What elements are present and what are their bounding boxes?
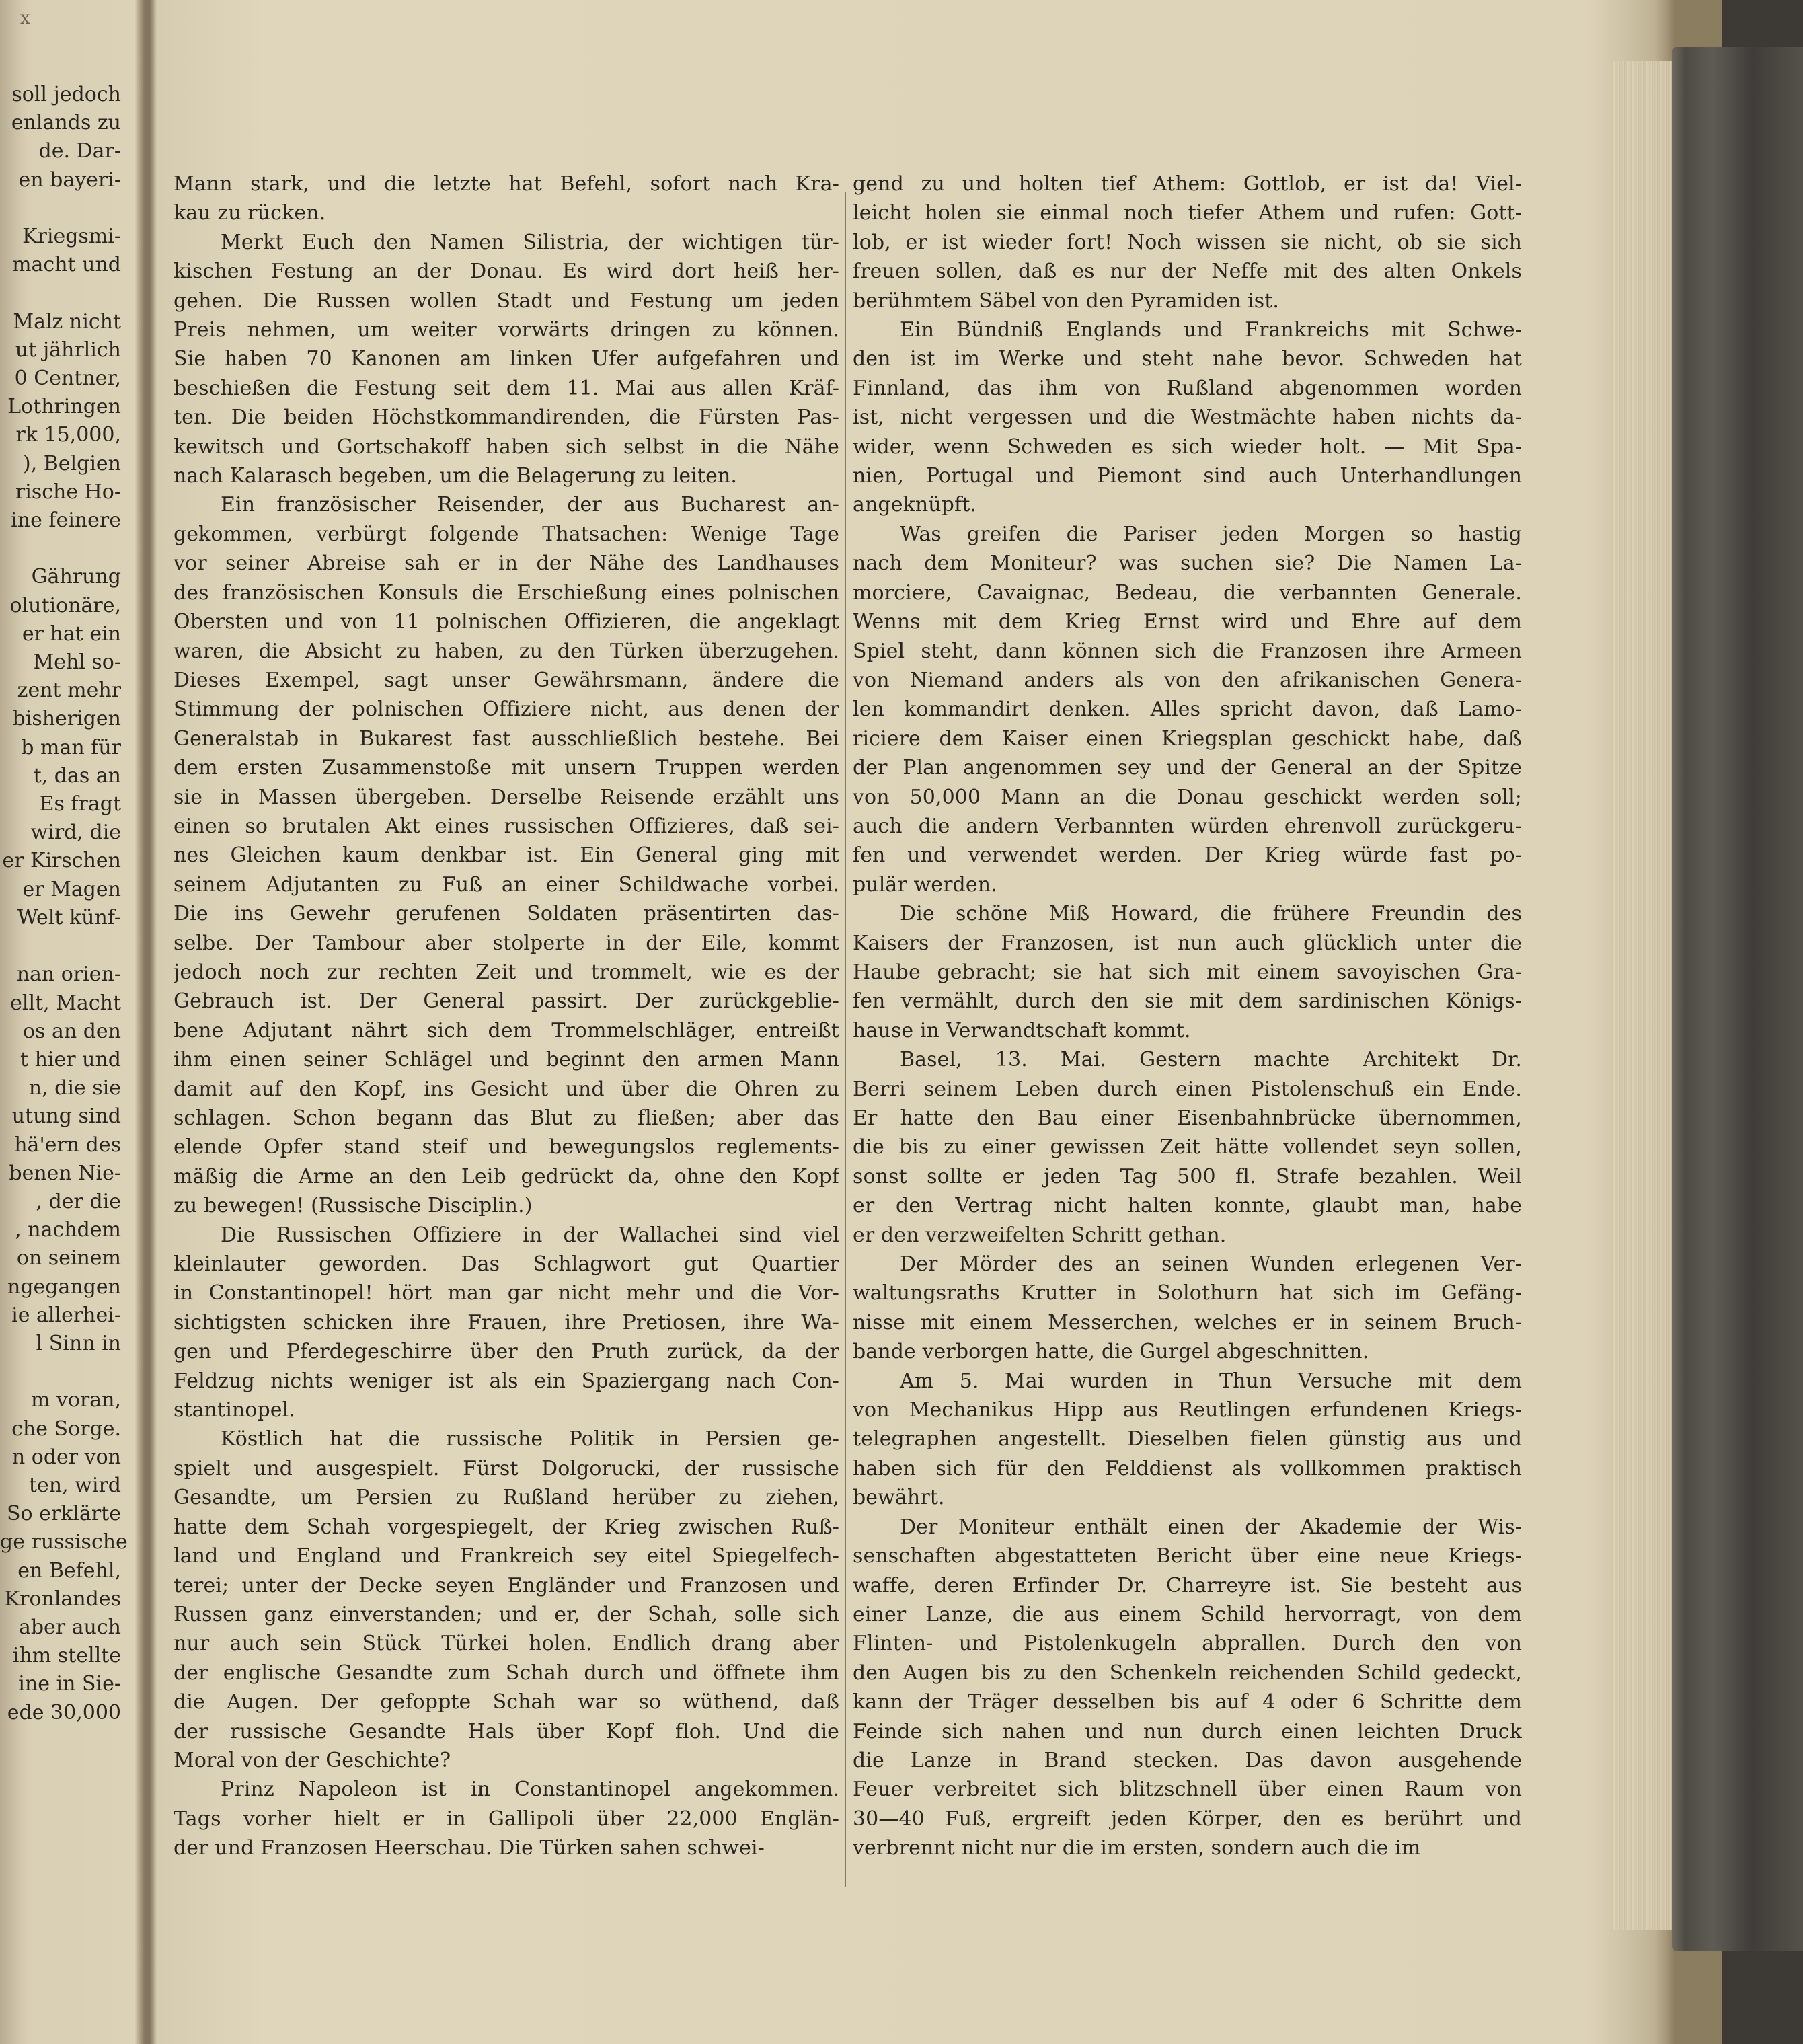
article-line: telegraphen angestellt. Dieselben fielen günstig aus und	[853, 1427, 1522, 1451]
prev-page-line: Mehl so-	[33, 650, 121, 675]
article-line: Feuer verbreitet sich blitzschnell über einen Raum von	[853, 1778, 1522, 1802]
prev-page-line: rk 15,000,	[15, 423, 121, 447]
article-line: Mann stark, und die letzte hat Befehl, sofort nach Kra-	[174, 172, 839, 196]
article-line: lob, er ist wieder fort! Noch wissen sie nicht, ob sie sich	[853, 230, 1522, 254]
prev-page-line: wird, die	[30, 821, 121, 845]
article-line: Gebrauch ist. Der General passirt. Der zurückgeblie-	[174, 989, 839, 1014]
article-line: kewitsch und Gortschakoff haben sich selbst in die Nähe	[174, 434, 839, 459]
article-line: terei; unter der Decke seyen Engländer und Franzosen und	[174, 1573, 839, 1597]
article-line: bande verborgen hatte, die Gurgel abgeschnitten.	[853, 1340, 1369, 1364]
prev-page-line	[0, 932, 129, 960]
article-line: gehen. Die Russen wollen Stadt und Festung um jeden	[174, 289, 839, 313]
article-line: nien, Portugal und Piemont sind auch Unterhandlungen	[853, 464, 1522, 488]
article-line: waren, die Absicht zu haben, zu den Türken überzugehen.	[174, 639, 839, 663]
prev-page-line: bisherigen	[12, 707, 121, 731]
prev-page-line: en bayeri-	[18, 167, 121, 192]
prev-page-line: ine in Sie-	[18, 1672, 121, 1696]
article-line: Er hatte den Bau einer Eisenbahnbrücke übernommen,	[853, 1106, 1522, 1130]
article-line: von Niemand anders als von den afrikanischen Genera-	[853, 668, 1522, 692]
prev-page-line: l Sinn in	[36, 1331, 121, 1355]
prev-page-line	[0, 535, 129, 563]
article-line: nur auch sein Stück Türkei holen. Endlich drang aber	[174, 1632, 839, 1656]
article-line: Stimmung der polnischen Offiziere nicht, aus denen der	[174, 697, 839, 722]
prev-page-line: n, die sie	[28, 1076, 121, 1100]
article-line: senschaften abgestatteten Bericht über eine neue Kriegs-	[853, 1544, 1522, 1568]
prev-page-line: benen Nie-	[9, 1161, 121, 1185]
prev-page-line: ge russische	[0, 1530, 128, 1554]
prev-page-line: er Kirschen	[2, 849, 121, 873]
article-line: ihm einen seiner Schlägel und beginnt den armen Mann	[174, 1048, 839, 1072]
article-line: waltungsraths Krutter in Solothurn hat sich im Gefäng-	[853, 1281, 1522, 1305]
prev-page-line: t hier und	[20, 1047, 121, 1071]
article-line: gen und Pferdegeschirre über den Pruth zurück, da der	[174, 1340, 839, 1364]
article-line: angeknüpft.	[853, 493, 976, 517]
prev-page-line: hä'ern des	[14, 1133, 121, 1157]
article-line: mäßig die Arme an den Leib gedrückt da, ohne den Kopf	[174, 1164, 839, 1188]
article-line: Finnland, das ihm von Rußland abgenommen worden	[853, 376, 1522, 400]
article-line: Spiel steht, dann können sich die Franzosen ihre Armeen	[853, 639, 1522, 663]
prev-page-line: Lothringen	[7, 395, 121, 419]
article-line: nach Kalarasch begeben, um die Belagerung zu leiten.	[174, 464, 738, 488]
article-line: die bis zu einer gewissen Zeit hätte vollendet seyn sollen,	[853, 1135, 1522, 1160]
article-line: 30—40 Fuß, ergreift jeden Körper, den es berührt und	[853, 1807, 1522, 1831]
corner-mark: x	[20, 8, 30, 28]
prev-page-line: m voran,	[30, 1388, 121, 1412]
article-line: von 50,000 Mann an die Donau geschickt werden soll;	[853, 785, 1522, 809]
article-line: gend zu und holten tief Athem: Gottlob, er ist da! Viel-	[853, 172, 1522, 196]
article-line: Am 5. Mai wurden in Thun Versuche mit dem	[900, 1369, 1522, 1393]
article-line: Ein französischer Reisender, der aus Bucharest an-	[221, 493, 839, 517]
article-line: morciere, Cavaignac, Bedeau, die verbannten Generale.	[853, 580, 1522, 605]
prev-page-line: Es fragt	[39, 792, 121, 817]
previous-page-edge	[0, 81, 129, 1977]
article-line: ist, nicht vergessen und die Westmächte haben nichts da-	[853, 406, 1522, 430]
article-line: beschießen die Festung seit dem 11. Mai aus allen Kräf-	[174, 376, 839, 400]
article-line: Ein Bündniß Englands und Frankreichs mit Schwe-	[900, 318, 1522, 342]
column-rule	[845, 192, 846, 1887]
article-line: ten. Die beiden Höchstkommandirenden, die Fürsten Pas-	[174, 406, 839, 430]
article-line: die Augen. Der gefoppte Schah war so wüthend, daß	[174, 1690, 839, 1714]
prev-page-line: zent mehr	[17, 679, 121, 703]
article-line: gekommen, verbürgt folgende Thatsachen: Wenige Tage	[174, 522, 839, 546]
article-line: Kaisers der Franzosen, ist nun auch glücklich unter die	[853, 931, 1522, 955]
article-line: den ist im Werke und steht nahe bevor. Schweden hat	[853, 347, 1522, 371]
article-line: einen so brutalen Akt eines russischen Offizieres, daß sei-	[174, 814, 839, 838]
article-line: der Plan angenommen sey und der General an der Spitze	[853, 756, 1522, 780]
text-column-right	[853, 169, 1522, 1911]
article-line: bewährt.	[853, 1486, 945, 1510]
article-line: Sie haben 70 Kanonen am linken Ufer aufgefahren und	[174, 347, 839, 371]
article-line: haben sich für den Felddienst als vollkommen praktisch	[853, 1456, 1522, 1480]
article-line: Die schöne Miß Howard, die frühere Freundin des	[900, 902, 1522, 926]
prev-page-line: rische Ho-	[15, 480, 121, 504]
article-line: kleinlauter geworden. Das Schlagwort gut Quartier	[174, 1252, 839, 1277]
prev-page-line: ), Belgien	[22, 451, 121, 476]
article-line: der und Franzosen Heerschau. Die Türken sahen schwei-	[174, 1836, 765, 1860]
article-line: waffe, deren Erfinder Dr. Charreyre ist. Sie besteht aus	[853, 1573, 1522, 1597]
article-line: kischen Festung an der Donau. Es wird dort heiß her-	[174, 260, 839, 284]
article-line: zu bewegen! (Russische Disciplin.)	[174, 1194, 533, 1218]
prev-page-line: er hat ein	[22, 621, 121, 646]
article-line: riciere dem Kaiser einen Kriegsplan geschickt habe, daß	[853, 726, 1522, 751]
article-line: leicht holen sie einmal noch tiefer Athem und rufen: Gott-	[853, 201, 1522, 225]
article-line: Feldzug nichts weniger ist als ein Spaziergang nach Con-	[174, 1369, 839, 1393]
article-line: Generalstab in Bukarest fast ausschließlich bestehe. Bei	[174, 726, 839, 751]
prev-page-line: on seinem	[16, 1246, 121, 1271]
article-line: fen vermählt, durch den sie mit dem sardinischen Königs-	[853, 989, 1522, 1014]
article-line: Basel, 13. Mai. Gestern machte Architekt Dr.	[900, 1048, 1522, 1072]
article-line: bene Adjutant nährt sich dem Trommelschläger, entreißt	[174, 1018, 839, 1043]
article-line: vor seiner Abreise sah er in der Nähe des Landhauses	[174, 552, 839, 576]
article-line: Dieses Exempel, sagt unser Gewährsmann, ändere die	[174, 668, 839, 692]
prev-page-line: ede 30,000	[7, 1700, 121, 1725]
prev-page-line: , der die	[36, 1189, 121, 1213]
prev-page-line: Kriegsmi-	[22, 225, 121, 249]
article-line: Tags vorher hielt er in Gallipoli über 22,000 Englän-	[174, 1807, 839, 1831]
article-line: einer Lanze, die aus einem Schild hervorragt, von dem	[853, 1602, 1522, 1626]
prev-page-line: os an den	[22, 1019, 121, 1043]
article-line: Flinten- und Pistolenkugeln abprallen. Durch den von	[853, 1632, 1522, 1656]
prev-page-line	[0, 194, 129, 223]
article-line: kau zu rücken.	[174, 201, 326, 225]
prev-page-line: er Magen	[22, 877, 121, 901]
article-line: sie in Massen übergeben. Derselbe Reisende erzählt uns	[174, 785, 839, 809]
prev-page-line: olutionäre,	[9, 593, 121, 617]
article-line: Köstlich hat die russische Politik in Persien ge-	[221, 1427, 839, 1451]
article-line: sonst sollte er jeden Tag 500 fl. Strafe bezahlen. Weil	[853, 1164, 1522, 1188]
article-line: Gesandte, um Persien zu Rußland herüber zu ziehen,	[174, 1486, 839, 1510]
prev-page-line: Gährung	[31, 565, 121, 589]
article-line: Preis nehmen, um weiter vorwärts dringen zu können.	[174, 318, 839, 342]
article-line: schlagen. Schon begann das Blut zu fließen; aber das	[174, 1106, 839, 1130]
article-line: nisse mit einem Messerchen, welches er in seinem Bruch-	[853, 1310, 1522, 1334]
article-line: land und England und Frankreich sey eitel Spiegelfech-	[174, 1544, 839, 1568]
article-line: Prinz Napoleon ist in Constantinopel angekommen.	[221, 1778, 839, 1802]
prev-page-line: , nachdem	[15, 1218, 121, 1242]
article-line: Feinde sich nahen und nun durch einen leichten Druck	[853, 1719, 1522, 1743]
article-line: stantinopel.	[174, 1398, 295, 1423]
article-line: er den verzweifelten Schritt gethan.	[853, 1223, 1227, 1247]
article-line: selbe. Der Tambour aber stolperte in der Eile, kommt	[174, 931, 839, 955]
article-line: freuen sollen, daß es nur der Neffe mit des alten Onkels	[853, 260, 1522, 284]
article-line: er den Vertrag nicht halten konnte, glaubt man, habe	[853, 1194, 1522, 1218]
prev-page-line: ut jährlich	[15, 338, 121, 362]
prev-page-line	[0, 1358, 129, 1386]
article-line: die Lanze in Brand stecken. Das davon ausgehende	[853, 1748, 1522, 1772]
prev-page-line: ten, wird	[28, 1473, 121, 1497]
prev-page-line: macht und	[12, 253, 121, 277]
article-line: Berri seinem Leben durch einen Pistolenschuß ein Ende.	[853, 1077, 1522, 1101]
article-line: Merkt Euch den Namen Silistria, der wichtigen tür-	[221, 230, 839, 254]
article-line: seinem Adjutanten zu Fuß an einer Schildwache vorbei.	[174, 872, 839, 897]
prev-page-line: utung sind	[11, 1104, 121, 1129]
prev-page-line: Welt künf-	[17, 905, 121, 930]
prev-page-line: t, das an	[33, 763, 121, 788]
text-column-left	[174, 169, 839, 1911]
prev-page-line: n oder von	[11, 1445, 121, 1469]
article-line: der russische Gesandte Hals über Kopf floh. Und die	[174, 1719, 839, 1743]
article-line: Die ins Gewehr gerufenen Soldaten präsentirten das-	[174, 902, 839, 926]
prev-page-line: che Sorge.	[11, 1416, 121, 1441]
prev-page-line: Kronlandes	[4, 1587, 121, 1611]
prev-page-line: Malz nicht	[13, 309, 121, 334]
article-line: spielt und ausgespielt. Fürst Dolgorucki, der russische	[174, 1456, 839, 1480]
prev-page-line: 0 Centner,	[14, 367, 121, 391]
prev-page-line: de. Dar-	[38, 139, 121, 163]
article-line: Der Moniteur enthält einen der Akademie der Wis-	[900, 1515, 1522, 1539]
article-line: nach dem Moniteur? was suchen sie? Die Namen La-	[853, 552, 1522, 576]
article-line: kann der Träger desselben bis auf 4 oder 6 Schritte dem	[853, 1690, 1522, 1714]
article-line: wider, wenn Schweden es sich wieder holt. — Mit Spa-	[853, 434, 1522, 459]
article-line: Moral von der Geschichte?	[174, 1748, 451, 1772]
article-line: auch die andern Verbannten würden ehrenvoll zurückgeru-	[853, 814, 1522, 838]
article-line: dem ersten Zusammenstoße mit unsern Truppen werden	[174, 756, 839, 780]
article-line: der englische Gesandte zum Schah durch und öffnete ihm	[174, 1661, 839, 1685]
prev-page-line: ine feinere	[11, 508, 121, 533]
article-line: pulär werden.	[853, 872, 997, 897]
article-line: Wenns mit dem Krieg Ernst wird und Ehre auf dem	[853, 610, 1522, 634]
article-line: hatte dem Schah vorgespiegelt, der Krieg zwischen Ruß-	[174, 1515, 839, 1539]
prev-page-line: en Befehl,	[17, 1558, 121, 1583]
prev-page-line: ngegangen	[7, 1275, 121, 1299]
article-line: Was greifen die Pariser jeden Morgen so hastig	[900, 522, 1522, 546]
article-line: elende Opfer stand steif und bewegungslos reglements-	[174, 1135, 839, 1160]
prev-page-line: ie allerhei-	[11, 1303, 121, 1327]
article-line: nes Gleichen kaum denkbar ist. Ein General ging mit	[174, 843, 839, 868]
article-line: verbrennt nicht nur die im ersten, sondern auch die im	[853, 1836, 1421, 1860]
page-edges	[1611, 61, 1673, 1930]
article-line: den Augen bis zu den Schenkeln reichenden Schild gedeckt,	[853, 1661, 1522, 1685]
prev-page-line: enlands zu	[11, 111, 121, 135]
article-line: in Constantinopel! hört man gar nicht mehr und die Vor-	[174, 1281, 839, 1305]
article-line: len kommandirt denken. Alles spricht davon, daß Lamo-	[853, 697, 1522, 722]
prev-page-line: aber auch	[18, 1615, 121, 1639]
prev-page-line: ellt, Macht	[10, 991, 121, 1015]
article-line: jedoch noch zur rechten Zeit und trommelt, wie es der	[174, 960, 839, 984]
prev-page-line: So erklärte	[6, 1502, 121, 1526]
prev-page-line	[0, 279, 129, 307]
article-line: Der Mörder des an seinen Wunden erlegenen Ver-	[900, 1252, 1522, 1277]
article-line: Haube gebracht; sie hat sich mit einem savoyischen Gra-	[853, 960, 1522, 984]
prev-page-line: soll jedoch	[11, 83, 121, 106]
article-line: berühmtem Säbel von den Pyramiden ist.	[853, 289, 1279, 313]
article-line: sichtigsten schicken ihre Frauen, ihre Pretiosen, ihre Wa-	[174, 1310, 839, 1334]
article-line: Obersten und von 11 polnischen Offizieren, die angeklagt	[174, 610, 839, 634]
book-binding	[1672, 47, 1803, 1951]
article-line: damit auf den Kopf, ins Gesicht und über die Ohren zu	[174, 1077, 839, 1101]
prev-page-line: b man für	[21, 735, 121, 759]
prev-page-line: nan orien-	[16, 962, 121, 987]
article-line: von Mechanikus Hipp aus Reutlingen erfundenen Kriegs-	[853, 1398, 1522, 1423]
article-line: hause in Verwandtschaft kommt.	[853, 1018, 1191, 1043]
prev-page-line: ihm stellte	[12, 1644, 121, 1668]
article-line: fen und verwendet werden. Der Krieg würde fast po-	[853, 843, 1522, 868]
article-line: Russen ganz einverstanden; und er, der Schah, solle sich	[174, 1602, 839, 1626]
article-line: des französischen Konsuls die Erschießung eines polnischen	[174, 580, 839, 605]
article-line: Die Russischen Offiziere in der Wallachei sind viel	[221, 1223, 839, 1247]
page-gutter	[135, 0, 157, 2044]
